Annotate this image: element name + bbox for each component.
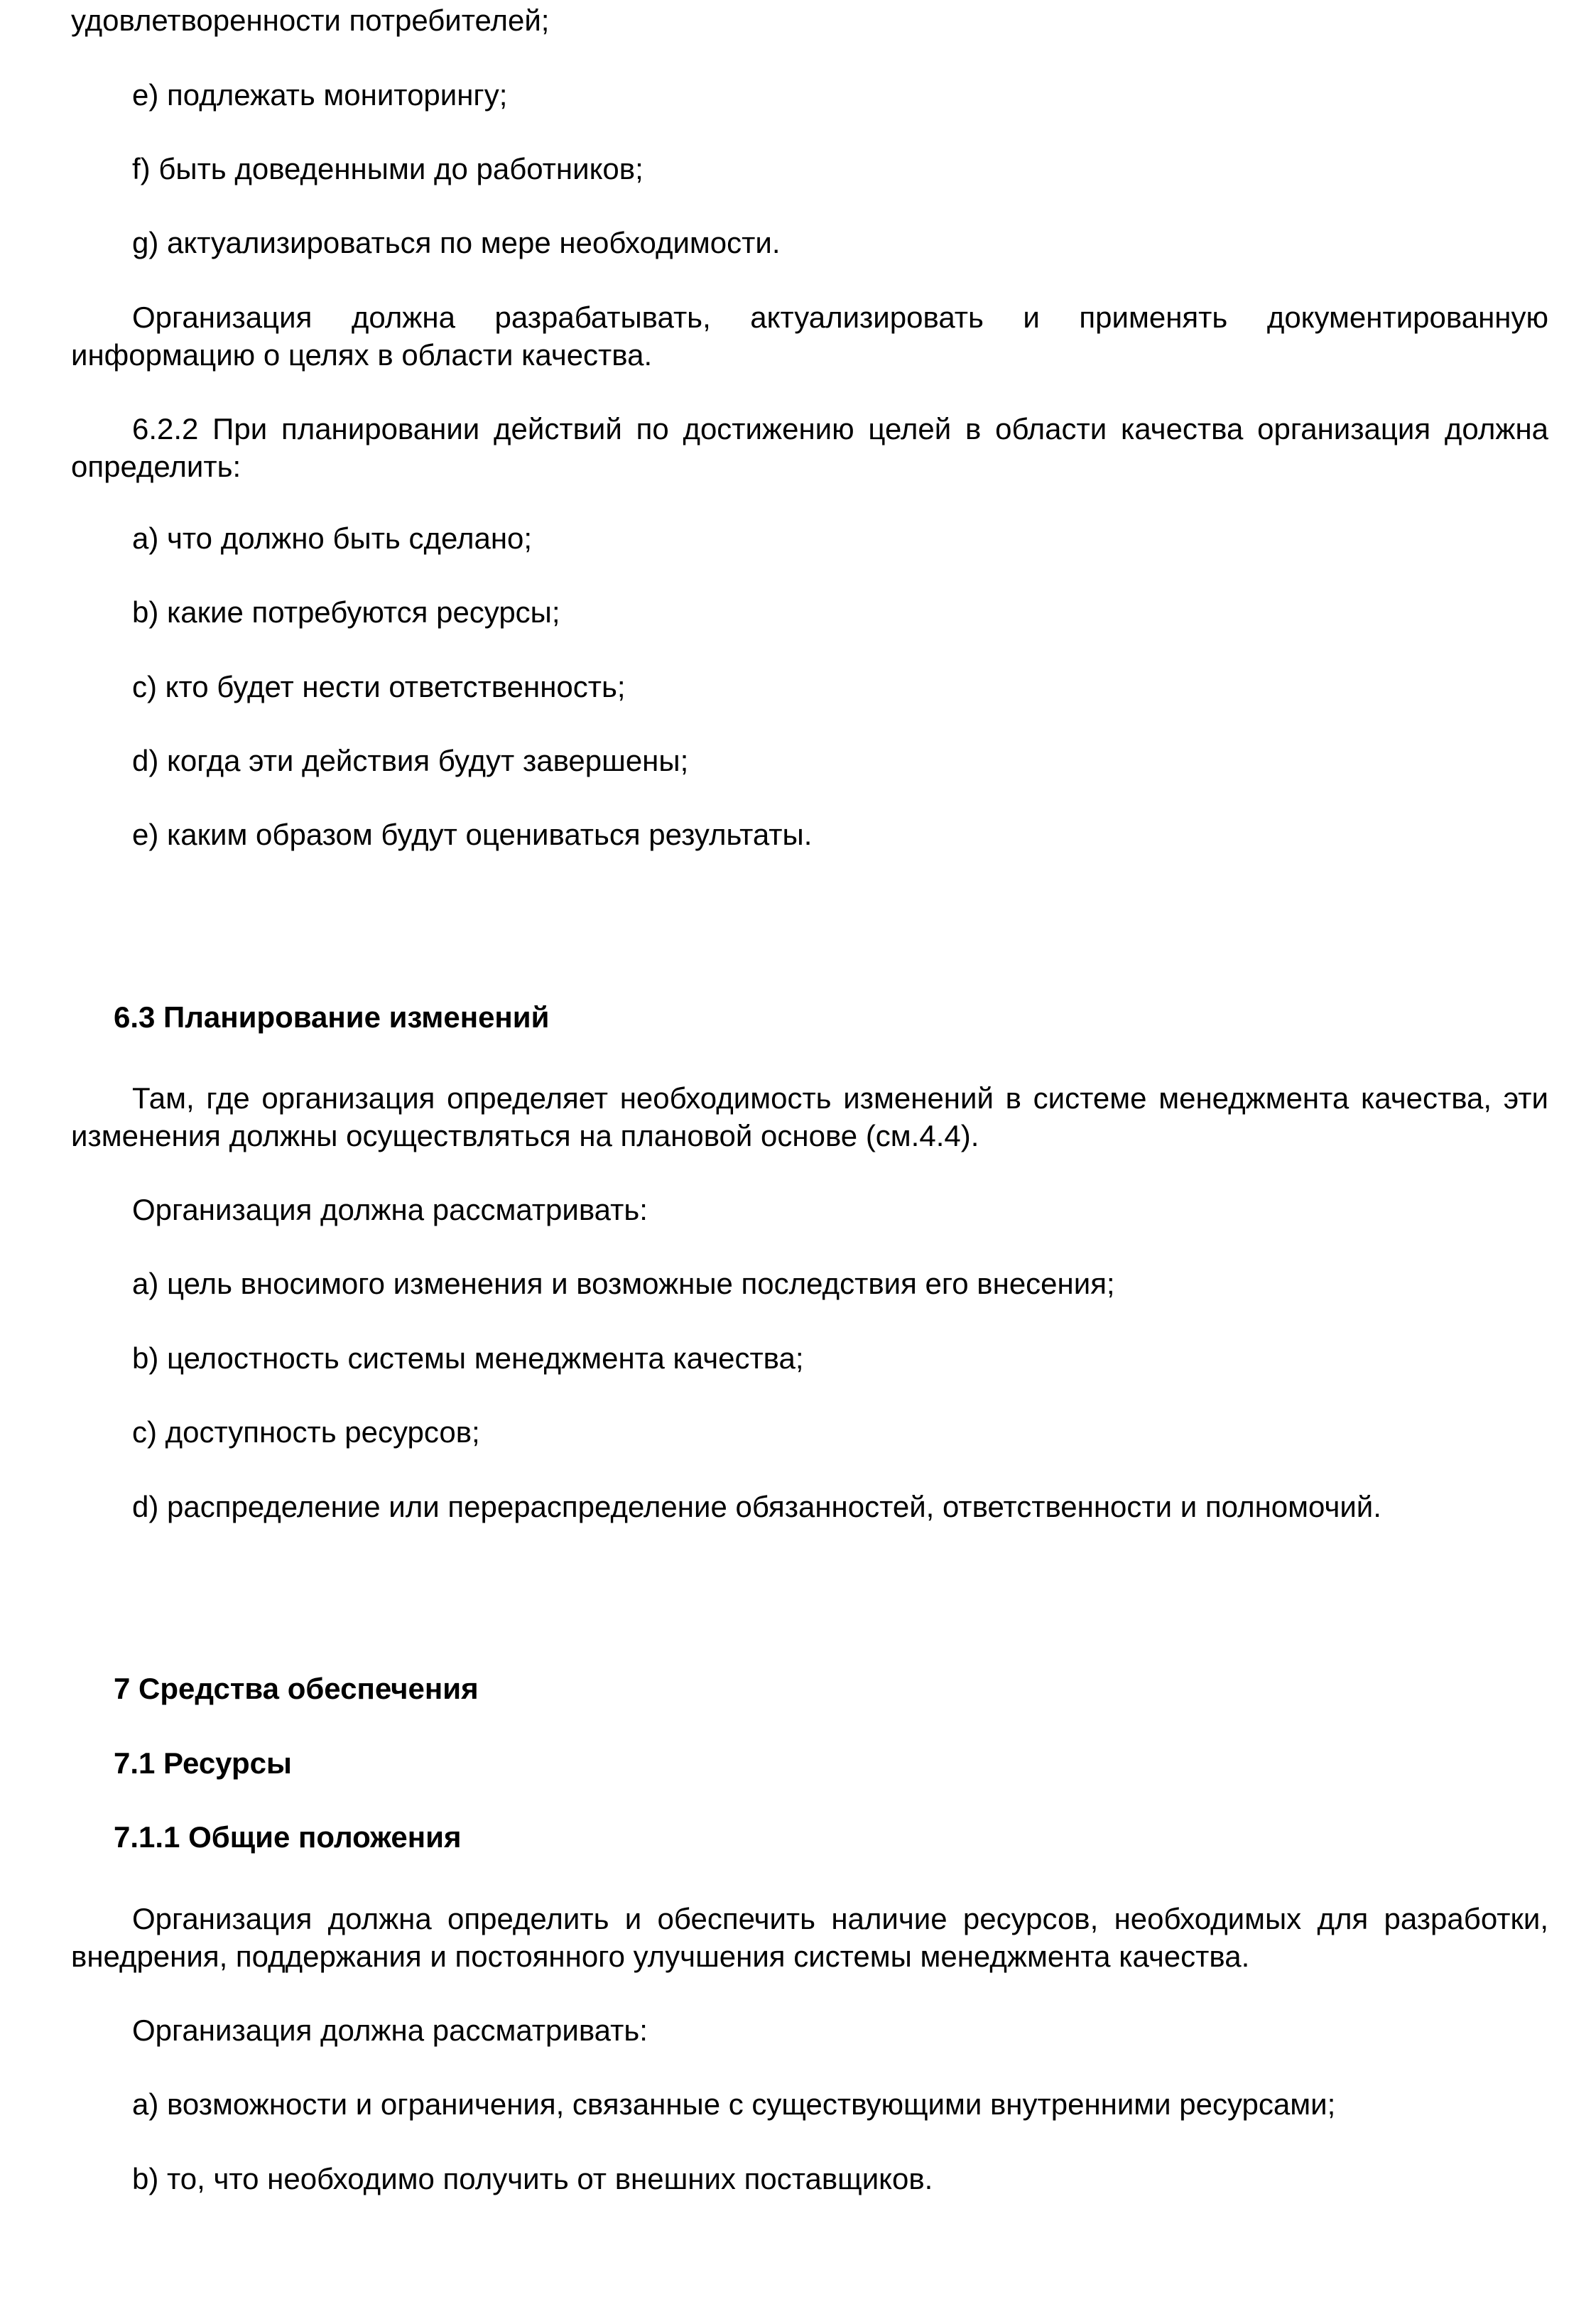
list-item-a-internal-resources: a) возможности и ограничения, связанные с существующими внутренними ресурсами; <box>132 2087 1336 2121</box>
list-item-d-responsibilities: d) распределение или перераспределение обязанностей, ответственности и полномочий. <box>132 1490 1381 1523</box>
paragraph-quality-objectives-doc: Организация должна разрабатывать, актуализировать и применять документированную информацию о целях в области качества. <box>71 301 1548 372</box>
list-item-a: a) что должно быть сделано; <box>132 521 533 555</box>
paragraph-continuation: удовлетворенности потребителей; <box>71 4 550 37</box>
heading-7-1: 7.1 Ресурсы <box>114 1746 292 1780</box>
paragraph-6-2-2: 6.2.2 При планировании действий по достижению целей в области качества организация должна определить: <box>71 412 1548 483</box>
list-item-b-integrity: b) целостность системы менеджмента качества; <box>132 1341 804 1375</box>
list-item-a-change-purpose: a) цель вносимого изменения и возможные последствия его внесения; <box>132 1267 1115 1300</box>
paragraph-consider-2: Организация должна рассматривать: <box>132 2014 648 2047</box>
paragraph-consider-1: Организация должна рассматривать: <box>132 1193 648 1226</box>
list-item-f: f) быть доведенными до работников; <box>132 152 644 185</box>
list-item-b: b) какие потребуются ресурсы; <box>132 595 560 629</box>
heading-6-3: 6.3 Планирование изменений <box>114 1000 550 1034</box>
paragraph-resources-provide: Организация должна определить и обеспечить наличие ресурсов, необходимых для разработки, внедрения, поддержания и постоянного улучшения системы менеджмента качества. <box>71 1902 1548 1973</box>
list-item-c-resources: c) доступность ресурсов; <box>132 1415 480 1449</box>
list-item-e: e) подлежать мониторингу; <box>132 78 508 112</box>
list-item-e-results: e) каким образом будут оцениваться результаты. <box>132 818 813 851</box>
paragraph-changes-planned: Там, где организация определяет необходимость изменений в системе менеджмента качества, эти изменения должны осуществляться на плановой основе (см.4.4). <box>71 1081 1548 1152</box>
heading-7-1-1: 7.1.1 Общие положения <box>114 1820 462 1854</box>
list-item-b-external-providers: b) то, что необходимо получить от внешних поставщиков. <box>132 2162 933 2195</box>
heading-7: 7 Средства обеспечения <box>114 1672 479 1705</box>
list-item-c: c) кто будет нести ответственность; <box>132 670 626 703</box>
list-item-d: d) когда эти действия будут завершены; <box>132 744 689 777</box>
list-item-g: g) актуализироваться по мере необходимости. <box>132 226 781 259</box>
